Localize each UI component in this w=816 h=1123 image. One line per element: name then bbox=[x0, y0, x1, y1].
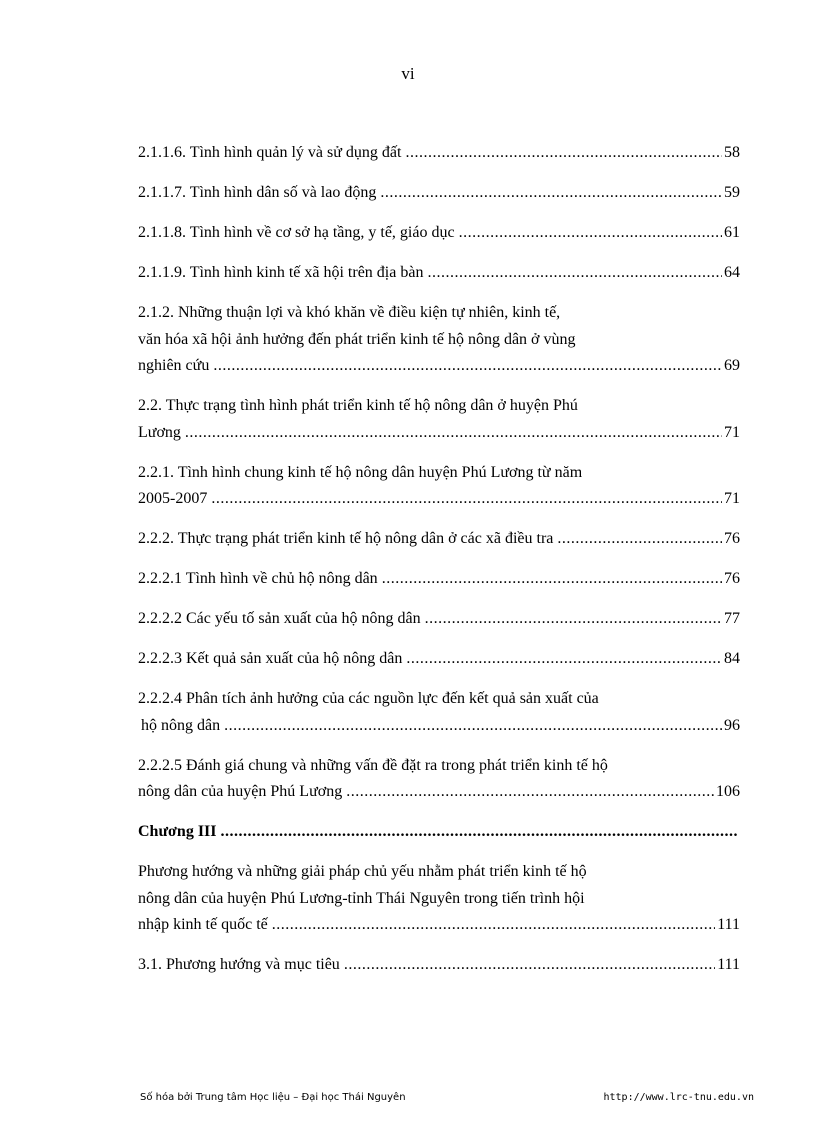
toc-entry-line bbox=[138, 486, 740, 513]
toc-page-number: 111 bbox=[717, 916, 740, 933]
footer-url-link[interactable]: http://www.lrc-tnu.edu.vn bbox=[603, 1092, 754, 1103]
toc-entry-line bbox=[138, 260, 740, 287]
toc-page-number: 64 bbox=[724, 264, 740, 281]
toc-entry-title: nghiên cứu bbox=[138, 357, 210, 374]
toc-entry-line: 2.2.1. Tình hình chung kinh tế hộ nông dân huyện Phú Lương từ năm bbox=[138, 463, 583, 481]
dot-leader bbox=[221, 819, 739, 846]
page-number: vi bbox=[401, 64, 415, 83]
toc-page-number: 106 bbox=[716, 783, 740, 800]
toc-entry-2-2-1[interactable] bbox=[138, 460, 740, 513]
toc-entry-title: 2.2.2.2 Các yếu tố sản xuất của hộ nông dân bbox=[138, 610, 421, 627]
toc-entry-2-1-1-8[interactable] bbox=[138, 220, 740, 247]
toc-page-number: 71 bbox=[724, 423, 740, 441]
toc-entry-line: Phương hướng và những giải pháp chủ yếu nhằm phát triển kinh tế hộ bbox=[138, 863, 587, 880]
toc-chapter-3[interactable] bbox=[138, 819, 740, 846]
toc-page-number: 69 bbox=[724, 357, 740, 374]
toc-entry-2-2-2-1[interactable] bbox=[138, 566, 740, 593]
toc-entry-line bbox=[138, 606, 740, 633]
toc-entry-title: Lương bbox=[138, 423, 181, 441]
toc-page-number: 61 bbox=[724, 224, 740, 241]
toc-entry-title: 2.2.2. Thực trạng phát triển kinh tế hộ nông dân ở các xã điều tra bbox=[138, 530, 554, 547]
dot-leader bbox=[211, 486, 722, 513]
dot-leader bbox=[346, 779, 714, 806]
toc-entry-line bbox=[138, 526, 740, 553]
dot-leader bbox=[272, 912, 715, 939]
toc-entry-line bbox=[138, 420, 740, 447]
dot-leader bbox=[405, 140, 722, 167]
toc-page-number: 111 bbox=[717, 956, 740, 973]
chapter-title: Chương III bbox=[138, 823, 217, 840]
toc-entry-line bbox=[138, 912, 740, 939]
toc-page-number: 96 bbox=[724, 716, 740, 734]
toc-page-number: 77 bbox=[724, 610, 740, 627]
toc-entry-2-2-2[interactable] bbox=[138, 526, 740, 553]
toc-entry-line bbox=[138, 646, 740, 673]
toc-entry-2-1-1-9[interactable] bbox=[138, 260, 740, 287]
dot-leader bbox=[380, 180, 722, 207]
toc-page-number: 71 bbox=[724, 490, 740, 507]
toc-entry-line: 2.2. Thực trạng tình hình phát triển kinh tế hộ nông dân ở huyện Phú bbox=[138, 397, 578, 414]
dot-leader bbox=[459, 220, 722, 247]
toc-entry-title: 2005-2007 bbox=[138, 490, 208, 507]
toc-entry-line: 2.1.2. Những thuận lợi và khó khăn về điều kiện tự nhiên, kinh tế, bbox=[138, 304, 561, 321]
toc-entry-3-1[interactable] bbox=[138, 952, 740, 979]
dot-leader bbox=[213, 353, 722, 380]
toc-entry-title: 2.1.1.9. Tình hình kinh tế xã hội trên địa bàn bbox=[138, 264, 424, 281]
toc-page-number: 84 bbox=[724, 650, 740, 667]
toc-page-number: 76 bbox=[724, 570, 740, 587]
toc-entry-line bbox=[138, 140, 740, 167]
toc-page-number: 59 bbox=[724, 184, 740, 201]
toc-entry-line bbox=[138, 779, 740, 806]
dot-leader bbox=[425, 606, 722, 633]
toc-entry-title: 2.1.1.6. Tình hình quản lý và sử dụng đất bbox=[138, 144, 402, 161]
table-of-contents bbox=[138, 140, 740, 992]
toc-page-number: 58 bbox=[724, 144, 740, 161]
toc-entry-line: 2.2.2.4 Phân tích ảnh hưởng của các nguồn lực đến kết quả sản xuất của bbox=[138, 690, 599, 707]
footer-credit: Số hóa bởi Trung tâm Học liệu – Đại học Thái Nguyên bbox=[140, 1092, 406, 1103]
toc-entry-title: 2.1.1.8. Tình hình về cơ sở hạ tầng, y tế, giáo dục bbox=[138, 224, 455, 241]
toc-page-number: 76 bbox=[724, 530, 740, 547]
toc-entry-2-1-1-7[interactable] bbox=[138, 180, 740, 207]
dot-leader bbox=[406, 646, 722, 673]
toc-entry-title: 2.1.1.7. Tình hình dân số và lao động bbox=[138, 184, 377, 201]
toc-entry-line bbox=[138, 713, 740, 740]
toc-entry-title: 2.2.2.3 Kết quả sản xuất của hộ nông dân bbox=[138, 650, 403, 667]
toc-entry-2-1-1-6[interactable] bbox=[138, 140, 740, 167]
toc-entry-title: nông dân của huyện Phú Lương bbox=[138, 783, 343, 800]
toc-entry-2-2-2-4[interactable] bbox=[138, 686, 740, 739]
dot-leader bbox=[427, 260, 722, 287]
toc-entry-title: 2.2.2.1 Tình hình về chủ hộ nông dân bbox=[138, 570, 378, 587]
toc-entry-2-2[interactable] bbox=[138, 393, 740, 446]
toc-entry-line: nông dân của huyện Phú Lương-tỉnh Thái Nguyên trong tiến trình hội bbox=[138, 889, 585, 907]
toc-entry-line: 2.2.2.5 Đánh giá chung và những vấn đề đặt ra trong phát triển kinh tế hộ bbox=[138, 756, 608, 774]
toc-entry-line bbox=[138, 220, 740, 247]
toc-entry-2-1-2[interactable] bbox=[138, 300, 740, 380]
toc-entry-2-2-2-5[interactable] bbox=[138, 753, 740, 806]
dot-leader bbox=[344, 952, 715, 979]
dot-leader bbox=[382, 566, 722, 593]
toc-entry-2-2-2-3[interactable] bbox=[138, 646, 740, 673]
page-footer bbox=[140, 1092, 754, 1103]
dot-leader bbox=[224, 713, 722, 740]
toc-entry-chapter-3-title[interactable] bbox=[138, 859, 740, 939]
toc-entry-line bbox=[138, 819, 740, 846]
toc-entry-line bbox=[138, 566, 740, 593]
toc-entry-title: nhập kinh tế quốc tế bbox=[138, 916, 268, 933]
toc-entry-line bbox=[138, 180, 740, 207]
toc-entry-2-2-2-2[interactable] bbox=[138, 606, 740, 633]
dot-leader bbox=[185, 420, 722, 447]
toc-entry-line bbox=[138, 353, 740, 380]
toc-entry-title: hộ nông dân bbox=[141, 716, 221, 734]
toc-entry-line bbox=[138, 952, 740, 979]
toc-entry-line: văn hóa xã hội ảnh hưởng đến phát triển kinh tế hộ nông dân ở vùng bbox=[138, 330, 576, 348]
toc-entry-title: 3.1. Phương hướng và mục tiêu bbox=[138, 956, 340, 973]
dot-leader bbox=[557, 526, 722, 553]
